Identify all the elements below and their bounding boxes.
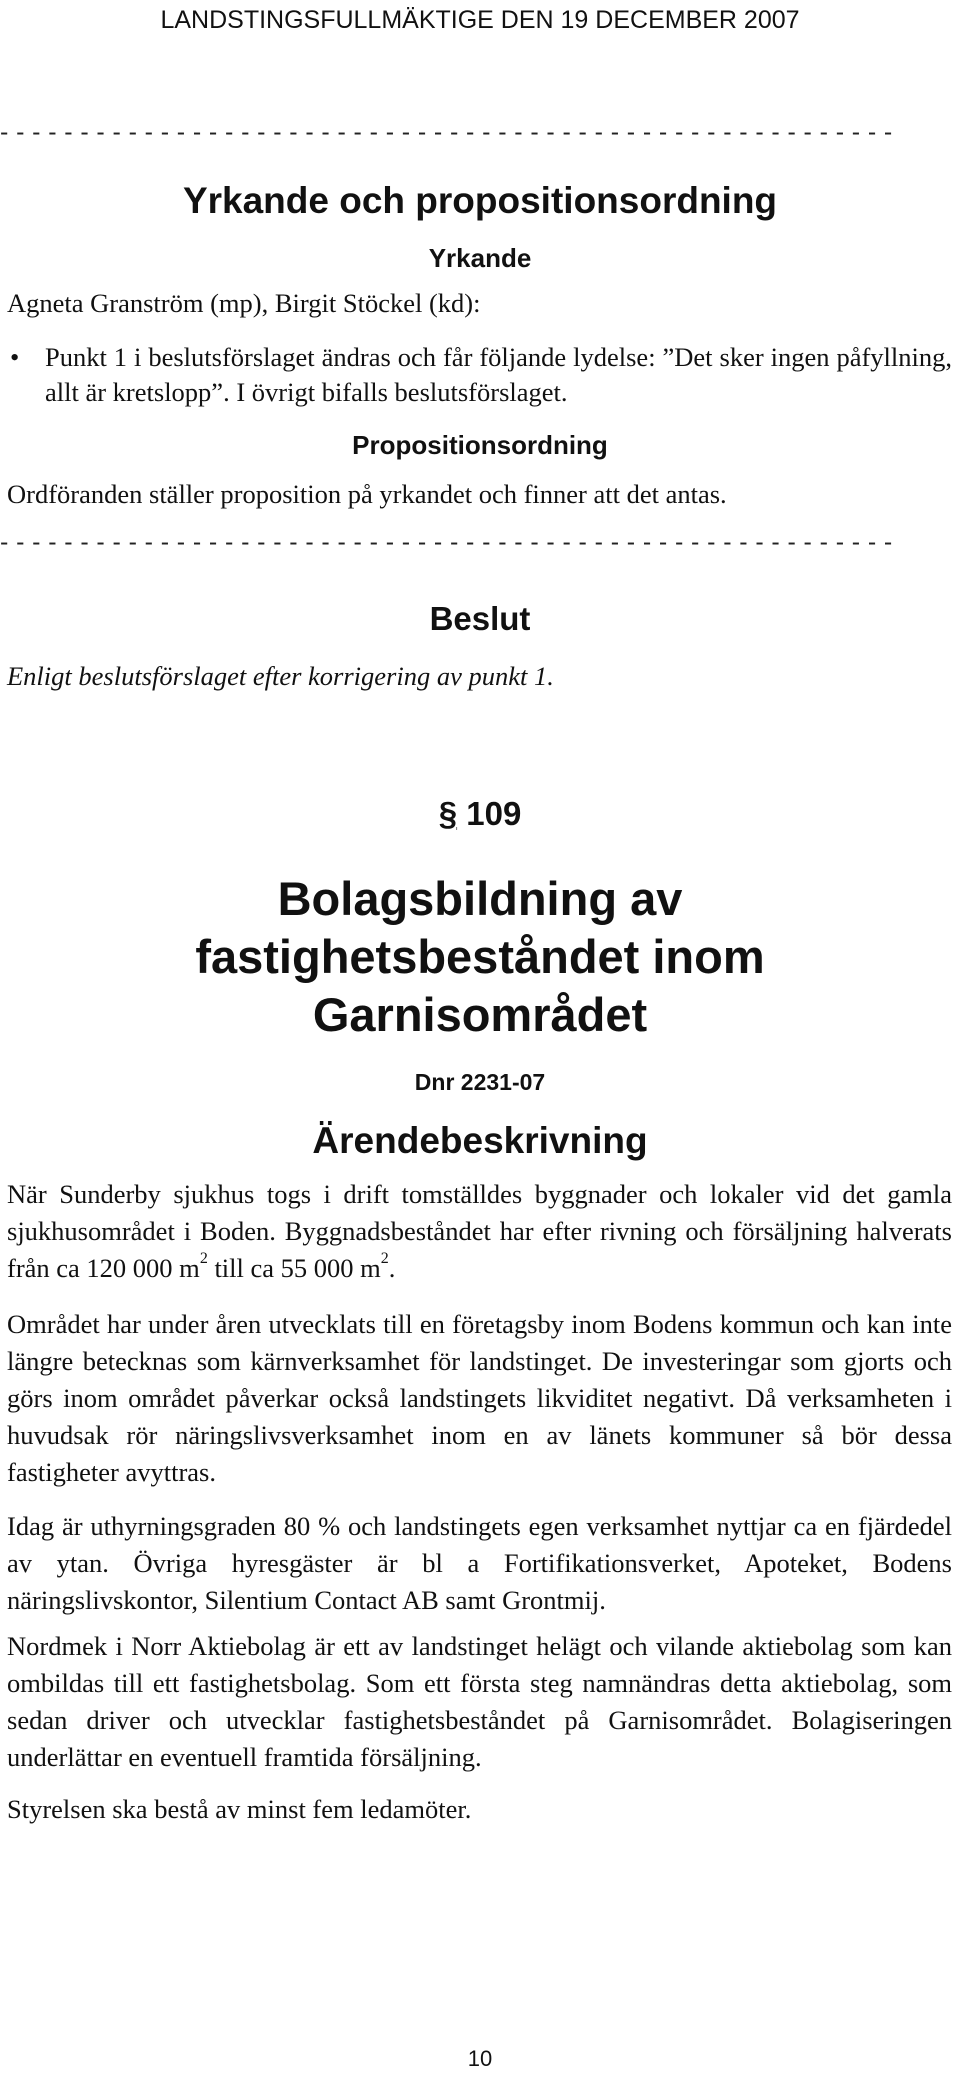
body-paragraph-2 <box>7 1306 952 1491</box>
section-heading-yrkande: Yrkande och propositionsordning <box>182 180 778 221</box>
propositionsordning-text: Ordföranden ställer proposition på yrkandet och finner att det antas. <box>7 479 727 509</box>
body-paragraph-4 <box>7 1628 952 1776</box>
beslut-text: Enligt beslutsförslaget efter korrigering av punkt 1. <box>7 661 554 691</box>
body-text: Nordmek i Norr Aktiebolag är ett av landstinget helägt och vilande aktiebolag som kan ombildas till ett fastighetsbolag. Som ett första steg namnändras detta aktiebolag, som sedan driver och utvecklar fastighetsbeståndet på Garnisområdet. Bolagiseringen underlättar en eventuell framtida försäljning. <box>7 1631 952 1772</box>
section-heading-beslut: Beslut <box>429 600 531 637</box>
body-text: Idag är uthyrningsgraden 80 % och landstingets egen verksamhet nyttjar ca en fjärdedel av ytan. Övriga hyresgäster är bl a Fortifikationsverket, Apoteket, Bodens näringslivskontor, Silentium Contact AB samt Grontmij. <box>7 1511 952 1615</box>
item-title-line: Garnisområdet <box>312 988 648 1041</box>
item-number: 109 <box>466 795 522 832</box>
paragraph-number <box>0 795 960 833</box>
sub-heading-propositionsordning: Propositionsordning <box>352 430 608 460</box>
separator-line: - - - - - - - - - - - - - - - - - - - - - - - - - - - - - - - - - - - - - - - - - - - - - - - - - - - - - - - - <box>0 118 893 146</box>
superscript: 2 <box>199 1250 208 1268</box>
bullet-text: Punkt 1 i beslutsförslaget ändras och får följande lydelse: ”Det sker ingen påfyllning, allt är kretslopp”. I övrigt bifalls beslutsförslaget. <box>45 342 952 407</box>
bullet-icon: • <box>10 342 20 372</box>
item-title-line: Bolagsbildning av <box>277 872 683 925</box>
proposers-text: Agneta Granström (mp), Birgit Stöckel (kd): <box>7 288 481 318</box>
section-heading-arendebeskrivning: Ärendebeskrivning <box>312 1120 648 1161</box>
body-text: När Sunderby sjukhus togs i drift tomställdes byggnader och lokaler vid det gamla sjukhusområdet i Boden. Byggnadsbeståndet har efter rivning och försäljning halverats från ca 120 000 m <box>7 1179 952 1283</box>
item-title-line: fastighetsbeståndet inom <box>195 930 765 983</box>
body-paragraph-1 <box>7 1176 952 1287</box>
page-header: LANDSTINGSFULLMÄKTIGE DEN 19 DECEMBER 2007 <box>160 6 800 34</box>
superscript: 2 <box>380 1250 389 1268</box>
page-number: 10 <box>467 2046 493 2071</box>
body-text: till ca 55 000 m <box>207 1253 381 1283</box>
dnr-label: Dnr 2231-07 <box>414 1069 546 1095</box>
body-paragraph-5 <box>7 1791 952 1828</box>
body-text: Styrelsen ska bestå av minst fem ledamöter. <box>7 1794 472 1824</box>
body-paragraph-3 <box>7 1508 952 1619</box>
bullet-item <box>8 340 952 410</box>
item-title <box>0 870 960 1044</box>
body-text: Området har under åren utvecklats till en företagsby inom Bodens kommun och kan inte längre betecknas som kärnverksamhet för landstinget. De investeringar som gjorts och görs inom området påverkar också landstingets likviditet negativt. Då verksamheten i huvudsak rör näringslivsverksamhet inom en av länets kommuner så bör dessa fastigheter avyttras. <box>7 1309 952 1487</box>
sub-heading-yrkande: Yrkande <box>428 243 532 273</box>
paragraph-symbol: § <box>438 795 458 832</box>
body-text: . <box>388 1253 396 1283</box>
separator-line: - - - - - - - - - - - - - - - - - - - - - - - - - - - - - - - - - - - - - - - - - - - - - - - - - - - - - - - - <box>0 528 893 556</box>
